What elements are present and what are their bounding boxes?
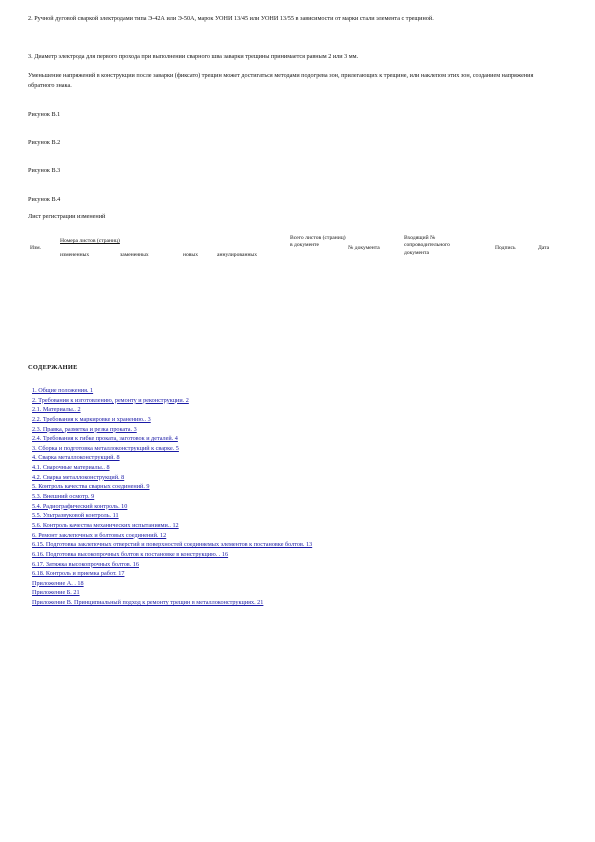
col-sheet-numbers: Номера листов (страниц) <box>60 238 120 244</box>
toc-item[interactable] <box>32 540 572 550</box>
toc-item[interactable] <box>32 473 572 483</box>
toc-link[interactable]: 5. Контроль качества сварных соединений. 9 <box>32 483 150 491</box>
toc-link[interactable]: 6.17. Затяжка высокопрочных болтов. 16 <box>32 560 139 568</box>
toc-link[interactable]: 6. Ремонт заклепочных и болтовых соединений. 12 <box>32 531 167 539</box>
registration-table <box>28 235 573 265</box>
col-new: новых <box>183 252 198 258</box>
col-date: Дата <box>538 245 550 251</box>
toc-item[interactable] <box>32 492 572 502</box>
toc-item[interactable] <box>32 405 572 415</box>
col-changed: измененных <box>60 252 90 258</box>
toc-link[interactable]: Приложение А. . 18 <box>32 579 84 587</box>
figure-caption-3: Рисунок В.3 <box>28 167 61 174</box>
toc-item[interactable] <box>32 453 572 463</box>
col-total-sheets: Всего листов (страниц) в документе <box>290 235 346 249</box>
toc-item[interactable] <box>32 531 572 541</box>
toc-link[interactable]: 1. Общие положения. 1 <box>32 387 94 394</box>
col-incoming-number: Входящий № сопроводительного документа <box>404 235 450 256</box>
col-document-number: № документа <box>348 245 380 251</box>
paragraph-electrode-diameter: 3. Диаметр электрода для первого прохода при выполнении сварного шва заварки трещины принимается равным 2 или 3 мм. <box>28 53 359 60</box>
toc-link[interactable]: 5.4. Радиографический контроль. 10 <box>32 502 128 510</box>
toc-link[interactable]: 4.1. Сварочные материалы.. 8 <box>32 464 110 472</box>
toc-item[interactable] <box>32 598 572 608</box>
toc-link[interactable]: Приложение В. Принципиальный подход к ремонту трещин в металлоконструкциях. 21 <box>32 599 264 607</box>
toc-item[interactable] <box>32 386 572 396</box>
col-replaced: замененных <box>120 252 149 258</box>
toc-item[interactable] <box>32 396 572 406</box>
toc-item[interactable] <box>32 463 572 473</box>
col-signature: Подпись <box>495 245 516 251</box>
toc-list <box>32 386 572 608</box>
toc-item[interactable] <box>32 560 572 570</box>
figure-caption-2: Рисунок В.2 <box>28 139 61 146</box>
toc-item[interactable] <box>32 482 572 492</box>
toc-item[interactable] <box>32 425 572 435</box>
toc-item[interactable] <box>32 521 572 531</box>
toc-link[interactable]: 6.16. Подготовка высокопрочных болтов к постановке в конструкцию. . 16 <box>32 550 229 558</box>
col-izm: Изм. <box>30 245 42 251</box>
toc-link[interactable]: 4. Сварка металлоконструкций. 8 <box>32 454 120 462</box>
toc-item[interactable] <box>32 502 572 512</box>
toc-item[interactable] <box>32 588 572 598</box>
toc-item[interactable] <box>32 550 572 560</box>
toc-link[interactable]: 5.3. Внешний осмотр. 9 <box>32 493 95 501</box>
toc-item[interactable] <box>32 415 572 425</box>
toc-link[interactable]: Приложение Б. 21 <box>32 589 80 597</box>
toc-item[interactable] <box>32 444 572 454</box>
paragraph-electrode-types: 2. Ручной дуговой сваркой электродами типа Э-42А или Э-50А, марок УОНИ 13/45 или УОНИ 13/55 в зависимости от марки стали элемента с трещиной. <box>28 15 434 22</box>
toc-link[interactable]: 2.1. Материалы.. 2 <box>32 406 81 414</box>
toc-item[interactable] <box>32 434 572 444</box>
toc-link[interactable]: 6.15. Подготовка заклепочных отверстий и поверхностей соединяемых элементов к постановке болтов. 13 <box>32 541 313 549</box>
toc-link[interactable]: 2. Требования к изготовлению, ремонту и реконструкции. 2 <box>32 396 189 404</box>
figure-caption-1: Рисунок В.1 <box>28 111 61 118</box>
toc-link[interactable]: 5.5. Ультразвуковой контроль. 11 <box>32 512 119 520</box>
toc-link[interactable]: 2.2. Требования к маркировке и хранению.. 3 <box>32 415 151 423</box>
paragraph-stress-reduction: Уменьшение напряжений в конструкции после заварки (фиксато) трещин может достигаться методами подогрева зон, прилегающих к трещине, или наклепом этих зон, созданием напряжения обратного знака. <box>28 72 534 89</box>
toc-link[interactable]: 2.3. Правка, разметка и резка проката. 3 <box>32 425 137 433</box>
toc-link[interactable]: 6.18. Контроль и приемка работ. 17 <box>32 570 125 578</box>
col-annulled: аннулированных <box>217 252 257 258</box>
toc-link[interactable]: 2.4. Требования к гибке проката, заготовок и деталей. 4 <box>32 435 178 443</box>
toc-item[interactable] <box>32 579 572 589</box>
registration-sheet-title: Лист регистрации изменений <box>28 213 106 220</box>
toc-link[interactable]: 4.2. Сварка металлоконструкций. 8 <box>32 473 125 481</box>
toc-item[interactable] <box>32 511 572 521</box>
toc-item[interactable] <box>32 569 572 579</box>
figure-caption-4: Рисунок В.4 <box>28 196 61 203</box>
toc-link[interactable]: 3. Сборка и подготовка металлоконструкций к сварке. 5 <box>32 444 179 452</box>
toc-link[interactable]: 5.6. Контроль качества механических испытаниями.. 12 <box>32 521 179 529</box>
toc-title: СОДЕРЖАНИЕ <box>28 364 78 371</box>
